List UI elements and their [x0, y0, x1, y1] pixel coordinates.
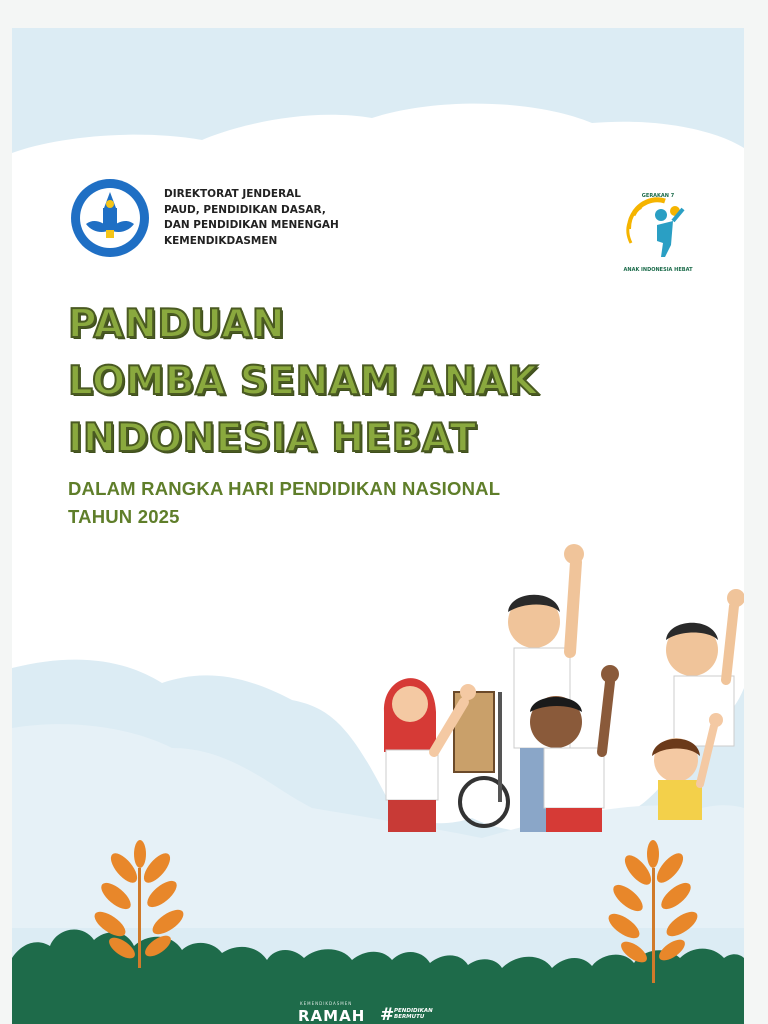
org-line: DIREKTORAT JENDERAL: [164, 188, 301, 200]
subtitle-line-2: TAHUN 2025: [68, 506, 180, 527]
gerakan-7-kebiasaan-logo-icon: [613, 185, 703, 275]
org-line: PAUD, PENDIDIKAN DASAR,: [164, 203, 326, 216]
svg-text:GERAKAN 7: GERAKAN 7: [641, 193, 675, 199]
org-line: KEMENDIKDASMEN: [164, 234, 278, 247]
cover-page: [12, 28, 744, 1024]
hashtag-icon: #: [380, 1005, 395, 1024]
hashtag-text: [394, 1008, 433, 1020]
boy-right: [666, 589, 744, 746]
org-line: DAN PENDIDIKAN MENENGAH: [164, 219, 339, 231]
hashtag-line: PENDIDIKAN: [394, 1008, 433, 1014]
footer-small-text: KEMENDIKDASMEN: [300, 1001, 353, 1006]
title-line-1: PANDUAN: [68, 302, 285, 347]
header: [70, 178, 693, 288]
hashtag-line: BERMUTU: [394, 1014, 425, 1020]
svg-text:ANAK INDONESIA HEBAT: ANAK INDONESIA HEBAT: [623, 267, 693, 273]
tut-wuri-handayani-logo-icon: [70, 178, 150, 258]
ramah-logo: RAMAH: [298, 1007, 366, 1024]
waving-children-illustration: [374, 512, 744, 832]
title-line-2: LOMBA SENAM ANAK: [68, 359, 539, 404]
title-block: [68, 296, 688, 531]
organization-name: [164, 187, 404, 249]
footer-logos: [292, 1000, 472, 1024]
title-line-3: INDONESIA HEBAT: [68, 416, 477, 461]
subtitle-line-1: DALAM RANGKA HARI PENDIDIKAN NASIONAL: [68, 478, 501, 499]
